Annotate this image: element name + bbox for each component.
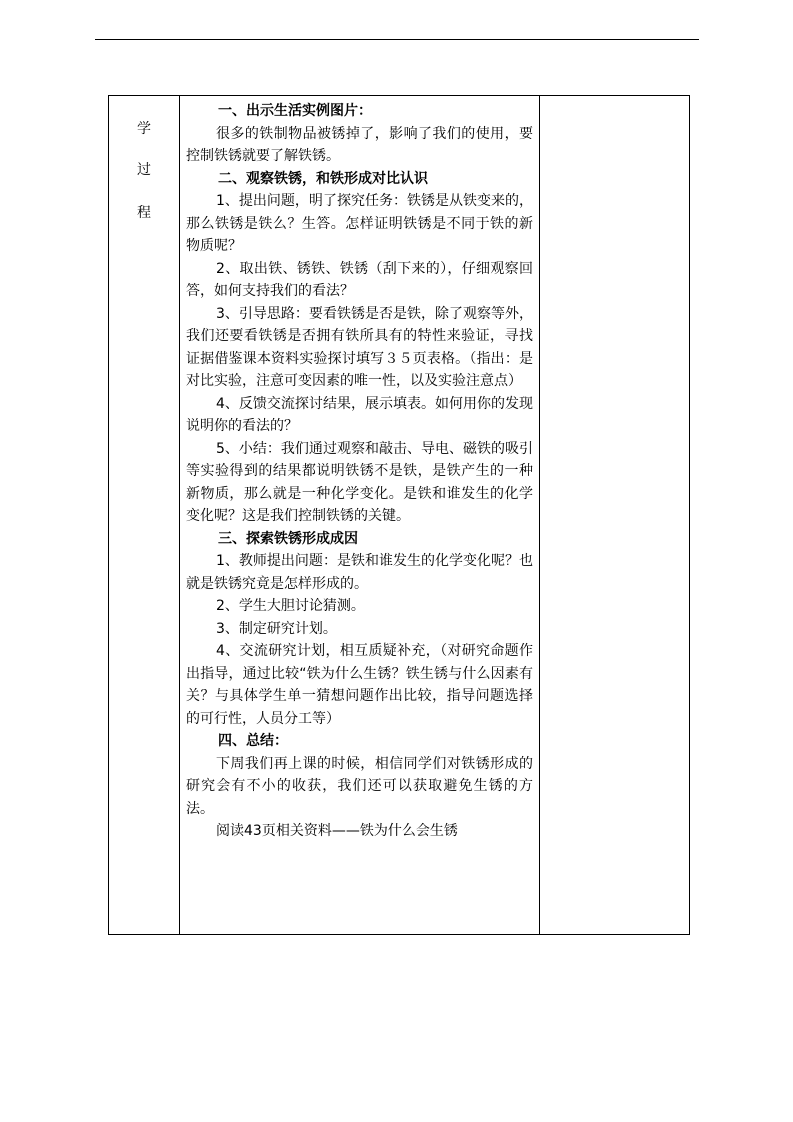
paragraph: 2、学生大胆讨论猜测。 (216, 598, 365, 614)
paragraph: 4、交流研究计划，相互质疑补充，（对研究命题作出指导，通过比较“铁为什么生锈？铁生锈与什么因素有关？与具体学生单一猜想问题作出比较，指导问题选择的可行性，人员分工等） (186, 643, 533, 727)
paragraph: 2、取出铁、锈铁、铁锈（刮下来的），仔细观察回答，如何支持我们的看法？ (186, 260, 533, 299)
section-heading: 二、观察铁锈，和铁形成对比认识 (218, 170, 428, 187)
paragraph: 1、教师提出问题：是铁和谁发生的化学变化呢？也就是铁锈究竟是怎样形成的。 (186, 553, 533, 592)
paragraph: 阅读43页相关资料——铁为什么会生锈 (216, 823, 458, 839)
paragraph: 3、制定研究计划。 (216, 620, 337, 637)
teaching-process-cell (180, 96, 540, 934)
section-label-cell (109, 96, 180, 934)
notes-cell (540, 96, 689, 934)
section-heading: 一、出示生活实例图片： (218, 103, 372, 119)
lesson-table (108, 95, 690, 935)
section-heading: 四、总结： (218, 733, 288, 749)
header-rule (95, 39, 699, 40)
paragraph: 很多的铁制物品被锈掉了，影响了我们的使用，要控制铁锈就要了解铁锈。 (186, 125, 533, 164)
paragraph: 3、引导思路：要看铁锈是否是铁，除了观察等外，我们还要看铁锈是否拥有铁所具有的特性来验证，寻找证据借鉴课本资料实验探讨填写３５页表格。（指出：是对比实验，注意可变因素的唯一性，以及实验注意点） (186, 305, 533, 389)
paragraph: 5、小结：我们通过观察和敲击、导电、磁铁的吸引等实验得到的结果都说明铁锈不是铁，是铁产生的一种新物质，那么就是一种化学变化。是铁和谁发生的化学变化呢？这是我们控制铁锈的关键。 (186, 440, 533, 524)
section-heading: 三、探索铁锈形成成因 (218, 530, 358, 547)
lesson-content (186, 100, 533, 843)
paragraph: 1、提出问题，明了探究任务：铁锈是从铁变来的，那么铁锈是铁么？生答。怎样证明铁锈是不同于铁的新物质呢？ (186, 193, 533, 254)
paragraph: 4、反馈交流探讨结果，展示填表。如何用你的发现说明你的看法的？ (186, 395, 533, 434)
paragraph: 下周我们再上课的时候，相信同学们对铁锈形成的研究会有不小的收获，我们还可以获取避免生锈的方法。 (186, 755, 533, 817)
side-label-guo: 过 (137, 162, 151, 178)
side-label-xue: 学 (137, 121, 151, 137)
side-label-cheng: 程 (137, 205, 151, 221)
